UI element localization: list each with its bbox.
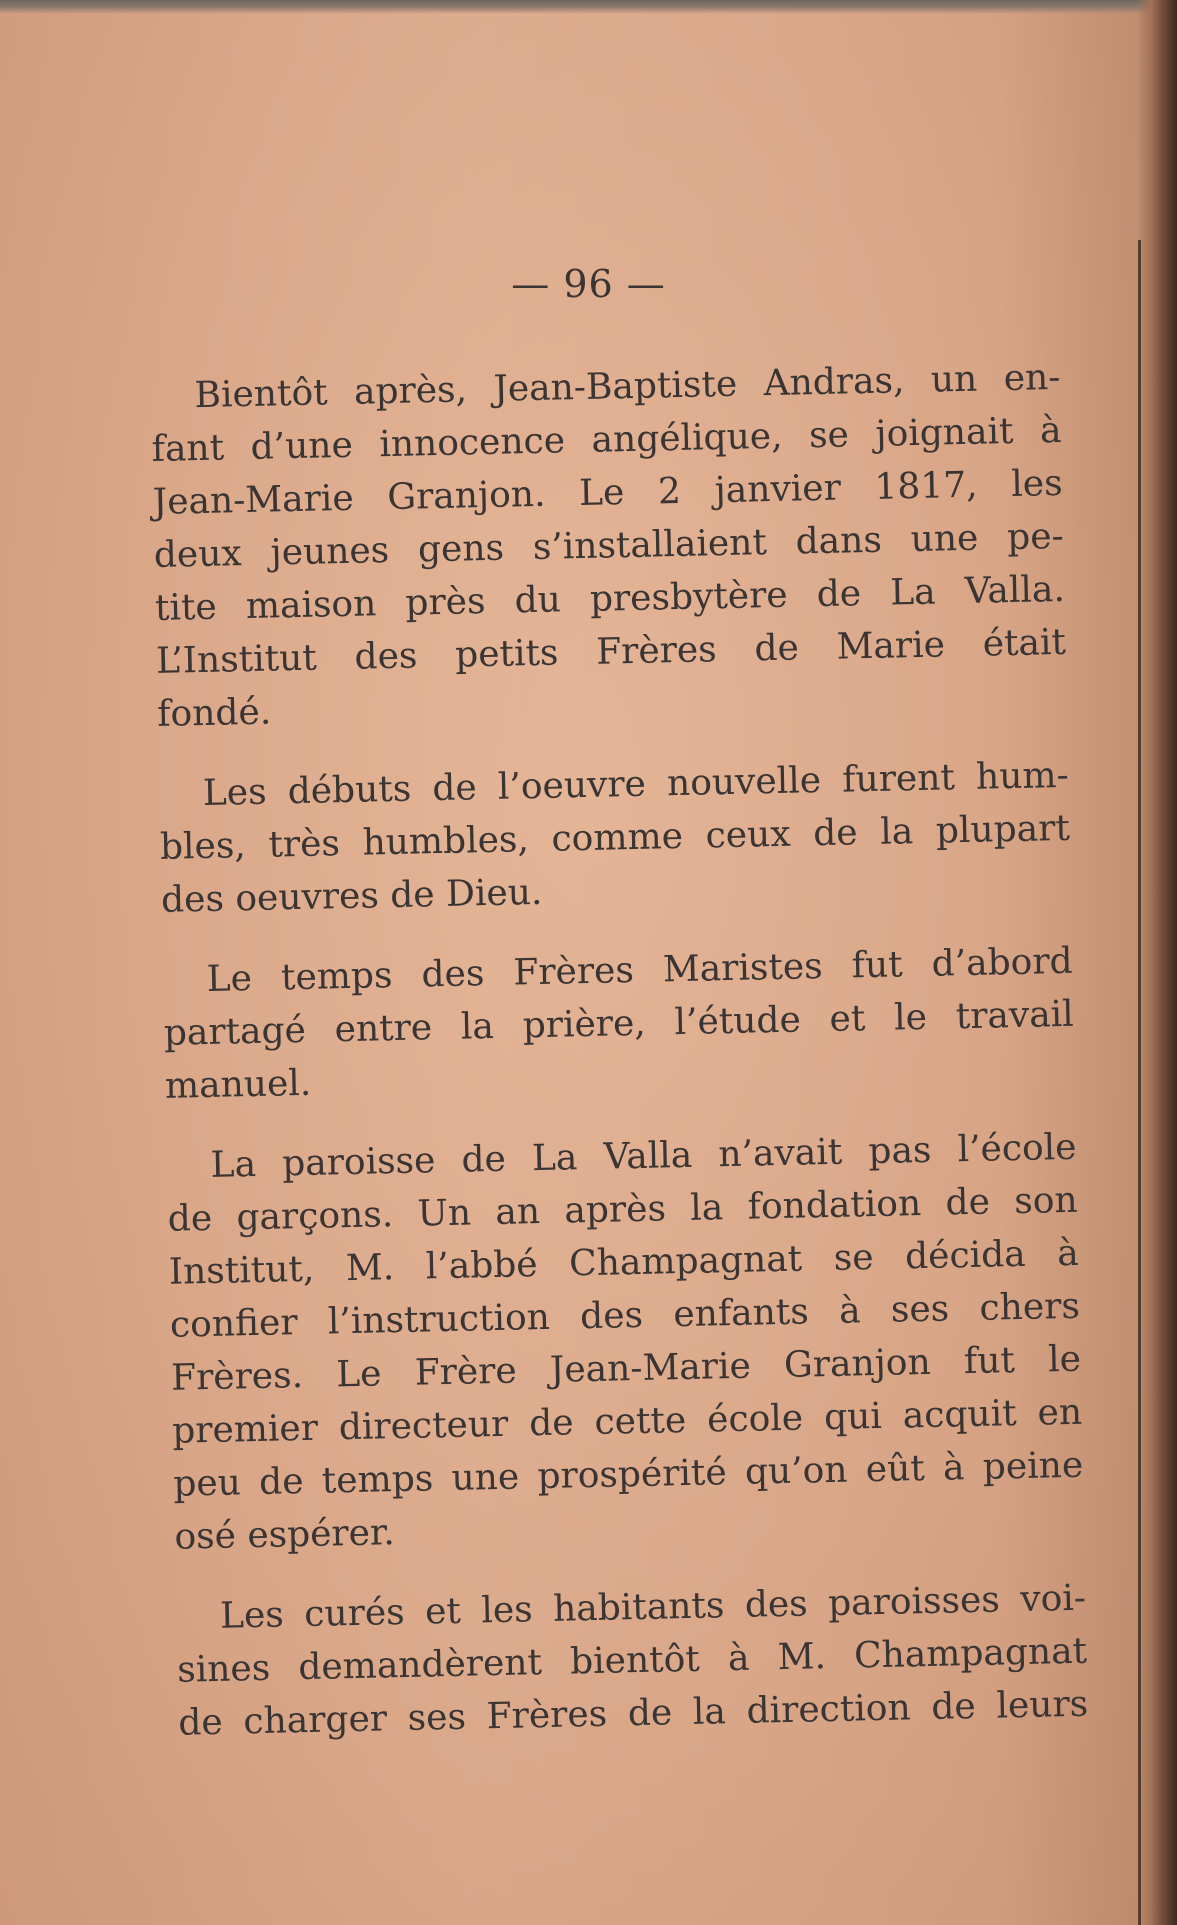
text-line: sines demandèrent bientôt à M. Champagnat: [176, 1630, 1088, 1691]
text-line: peu de temps une prospérité qu’on eût à peine: [172, 1444, 1084, 1505]
text-line: tite maison près du presbytère de La Valla.: [154, 568, 1066, 629]
page-top-edge: [0, 0, 1177, 14]
text-line: L’Institut des petits Frères de Marie était: [155, 621, 1067, 682]
text-line: Bientôt après, Jean-Baptiste Andras, un en-: [194, 356, 1061, 417]
text-line: premier directeur de cette école qui acquit en: [171, 1391, 1083, 1452]
text-line: Frères. Le Frère Jean-Marie Granjon fut le: [170, 1338, 1082, 1399]
text-line: Le temps des Frères Maristes fut d’abord: [206, 940, 1074, 1000]
text-line: manuel.: [164, 1062, 312, 1107]
paragraph: [158, 749, 1071, 927]
text-line: de charger ses Frères de la direction de leurs: [177, 1683, 1089, 1744]
text-line: fant d’une innocence angélique, se joignait à: [151, 409, 1062, 470]
text-line: La paroisse de La Valla n’avait pas l’école: [210, 1126, 1077, 1186]
page-number: — 96 —: [511, 262, 666, 306]
body-text: [150, 351, 1089, 1777]
paragraph: [162, 935, 1075, 1113]
text-line: Institut, M. l’abbé Champagnat se décida à: [168, 1232, 1080, 1293]
text-line: des oeuvres de Dieu.: [160, 871, 543, 921]
text-line: osé espérer.: [174, 1512, 396, 1558]
text-line: de garçons. Un an après la fondation de son: [167, 1179, 1079, 1240]
text-line: deux jeunes gens s’installaient dans une pe-: [153, 515, 1065, 576]
paragraph: [150, 351, 1068, 741]
text-line: partagé entre la prière, l’étude et le travail: [163, 993, 1075, 1054]
text-line: confier l’instruction des enfants à ses chers: [169, 1285, 1081, 1346]
text-line: Les débuts de l’oeuvre nouvelle furent hum-: [202, 754, 1070, 814]
paragraph: [176, 1572, 1089, 1750]
text-line: Jean-Marie Granjon. Le 2 janvier 1817, les: [152, 462, 1064, 523]
text-line: bles, très humbles, comme ceux de la plupart: [159, 807, 1071, 868]
paragraph: [166, 1121, 1085, 1564]
text-line: fondé.: [156, 691, 272, 735]
text-line: Les curés et les habitants des paroisses voi-: [219, 1577, 1087, 1637]
book-gutter-line: [1138, 240, 1141, 1925]
